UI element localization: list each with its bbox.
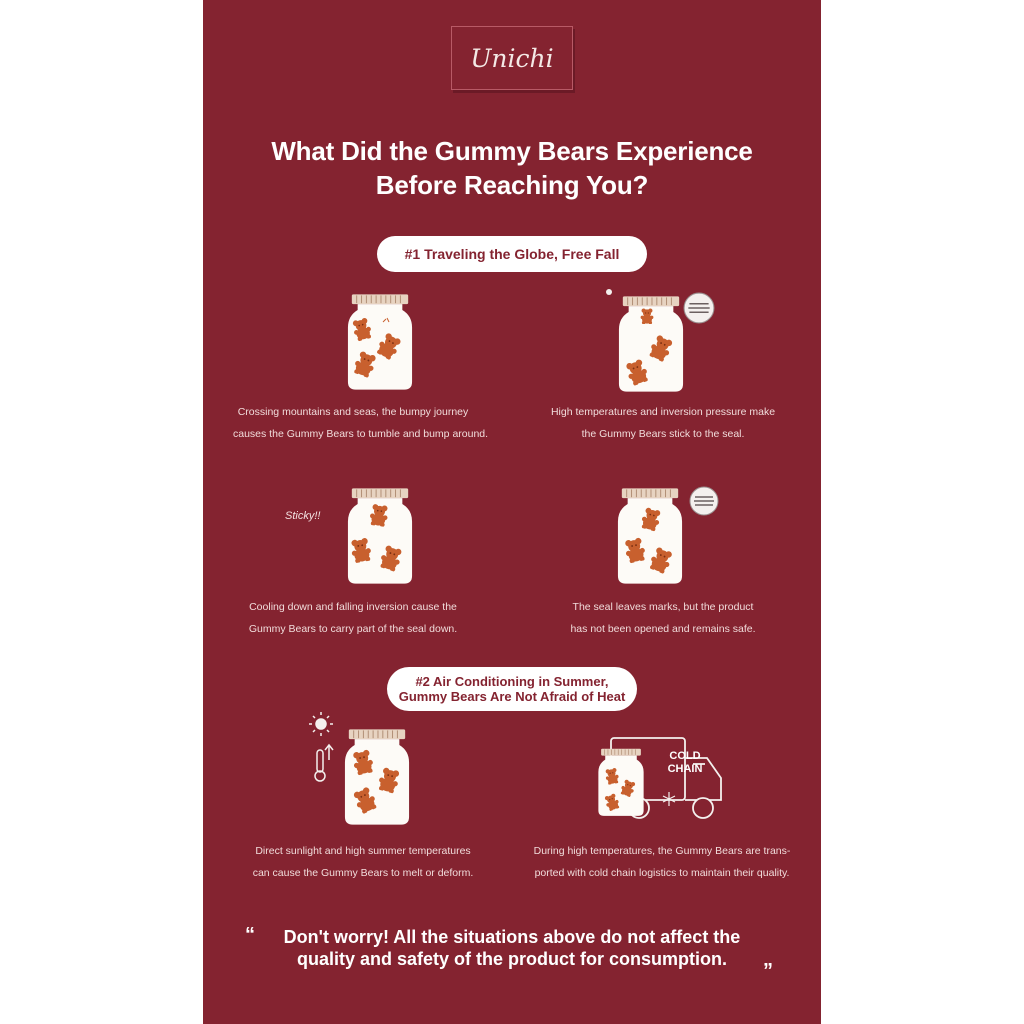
quote-close-mark: ” (763, 960, 773, 982)
section-1-label: #1 Traveling the Globe, Free Fall (377, 236, 647, 272)
closing-quote (223, 926, 801, 970)
panel-6-caption: During high temperatures, the Gummy Bears are trans- ported with cold chain logistics to maintain their quality. (533, 845, 791, 879)
panel-4-caption: The seal leaves marks, but the product has not been opened and remains safe. (570, 601, 756, 635)
brand-logo-text: Unichi (470, 43, 554, 73)
jar-seal-carried-illustration (343, 486, 423, 590)
cold-chain-truck-label: COLD CHAIN (667, 750, 703, 775)
infographic-poster (203, 0, 821, 1024)
panel-1-caption: Crossing mountains and seas, the bumpy journey causes the Gummy Bears to tumble and bump around. (233, 406, 489, 440)
panel-3-caption: Cooling down and falling inversion cause the Gummy Bears to carry part of the seal down. (248, 601, 458, 635)
headline-line-1: What Did the Gummy Bears Experience (271, 136, 753, 166)
brand-logo (451, 26, 573, 90)
jar-seal-marks-illustration (613, 486, 723, 590)
quote-open-mark: “ (245, 924, 255, 946)
headline-line-2: Before Reaching You? (375, 170, 649, 200)
sticky-callout: Sticky!! (285, 510, 321, 522)
jar-sunlight-illustration (307, 710, 419, 834)
jar-tumbling-illustration (343, 292, 423, 396)
cold-chain-truck-illustration (595, 734, 729, 828)
panel-2-caption: High temperatures and inversion pressure make the Gummy Bears stick to the seal. (550, 406, 776, 440)
panel-5-caption: Direct sunlight and high summer temperatures can cause the Gummy Bears to melt or deform. (252, 845, 474, 879)
jar-stuck-to-seal-illustration (599, 286, 719, 398)
closing-quote-line-1: Don't worry! All the situations above do not affect the (283, 927, 741, 947)
section-2-label: #2 Air Conditioning in Summer, Gummy Bears Are Not Afraid of Heat (387, 667, 637, 711)
headline (223, 134, 801, 202)
closing-quote-line-2: quality and safety of the product for consumption. (296, 949, 727, 969)
